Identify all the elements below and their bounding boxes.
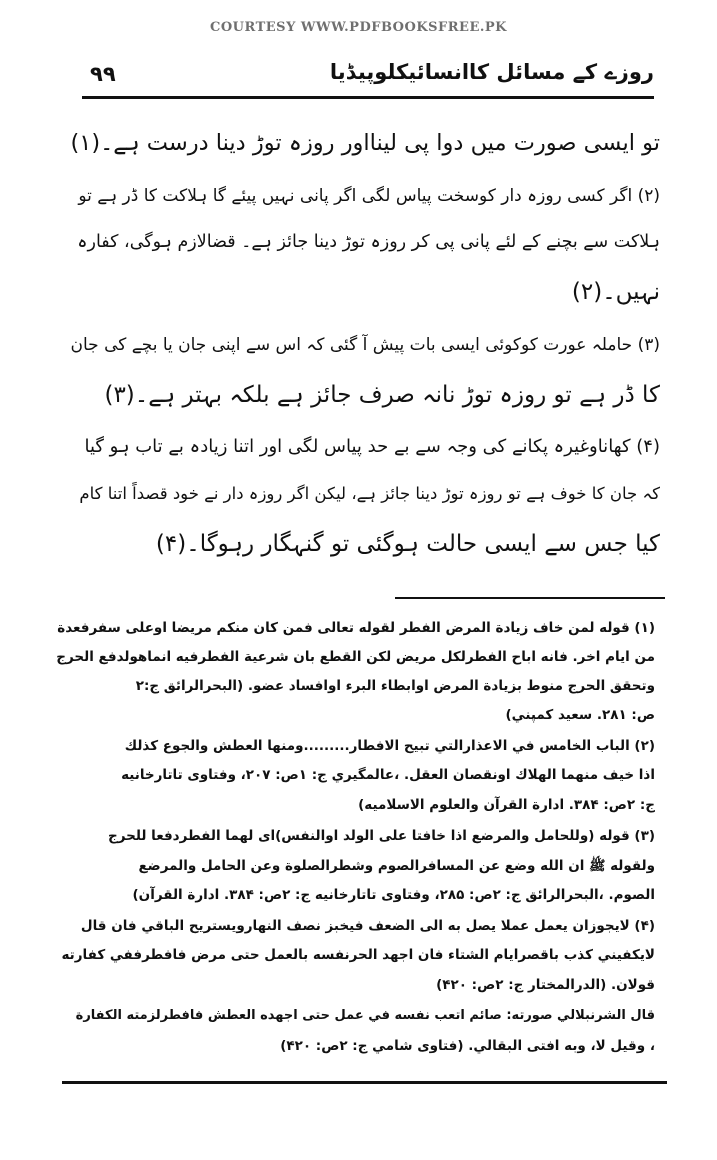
footnote-line: وتحقق الحرج منوط بزيادة المرض اوابطاء البرء اوافساد عضو. (البحرالرائق ج:۲	[135, 678, 655, 694]
body-line: نہیں۔(۲)	[571, 279, 660, 305]
footnote-line: الصوم. ،البحرالرائق ج: ۲ص: ۲۸۵، وفتاوى تاتارخانيه ج: ۲ص: ۳۸۴. ادارة القرآن)	[132, 887, 655, 903]
footnote-line: (۳) قوله (وللحامل والمرضع اذا خافتا على الولد اوالنفس)اى لهما الفطردفعا للحرج	[108, 828, 655, 844]
body-line: کہ جان کا خوف ہے تو روزہ توڑ دینا جائز ہے، لیکن اگر روزہ دار نے خود قصداً اتنا کام	[79, 484, 660, 503]
footnote-line: (۲) الباب الخامس في الاعذارالتي تبيح الافطار.........ومنها العطش والجوع كذلك	[124, 738, 655, 754]
body-line: کا ڈر ہے تو روزہ توڑ نانہ صرف جائز ہے بلکہ بہتر ہے۔(۳)	[104, 382, 660, 408]
footnote-line: قال الشرنبلالي صورته: صائم اتعب نفسه في عمل حتى اجهده العطش فافطرلزمته الكفارة	[75, 1008, 655, 1023]
body-line: (۳) حاملہ عورت کوکوئی ایسی بات پیش آ گئی کہ اس سے اپنی جان یا بچے کی جان	[70, 335, 660, 355]
footnote-line: قولان. (الدرالمختار ج: ۲ص: ۴۲۰)	[436, 977, 655, 993]
body-line: (۴) کھاناوغیرہ پکانے کی وجہ سے بے حد پیاس لگی اور اتنا زیادہ بے تاب ہو گیا	[84, 436, 660, 457]
footnote-separator	[395, 597, 665, 599]
footnote-line: (۴) لايجوزان يعمل عملا يصل به الى الضعف فيخبز نصف النهارويستريح الباقي فان قال	[80, 918, 655, 934]
footnote-line: ج: ۲ص: ۳۸۴. ادارة القرآن والعلوم الاسلاميه)	[358, 797, 655, 813]
body-line: ہلاکت سے بچنے کے لئے پانی پی کر روزہ توڑ دینا جائز ہے۔ قضالازم ہوگی، کفارہ	[77, 232, 660, 252]
footnote-line: من ايام اخر. فانه اباح الفطرلكل مريض لكن القطع بان شرعية الفطرفيه انماهولدفع الحرج	[56, 649, 655, 665]
body-line: تو ایسی صورت میں دوا پی لینااور روزہ توڑ دینا درست ہے۔(۱)	[70, 130, 660, 156]
courtesy-watermark: COURTESY WWW.PDFBOOKSFREE.PK	[210, 20, 507, 35]
footnote-line: ص: ۲۸۱. سعيد كمپني)	[505, 707, 655, 723]
page-number: ۹۹	[90, 62, 116, 86]
body-line: (۲) اگر کسی روزہ دار کوسخت پیاس لگی اگر پانی نہیں پیئے گا ہلاکت کا ڈر ہے تو	[78, 186, 660, 206]
book-title: روزے کے مسائل کاانسائیکلوپیڈیا	[329, 60, 654, 84]
page-header	[82, 62, 654, 99]
footnote-line: ولقوله ﷺ ان الله وضع عن المسافرالصوم وشطرالصلوة وعن الحامل والمرضع	[138, 858, 655, 874]
bottom-rule	[62, 1081, 667, 1084]
footnote-line: (۱) قوله لمن خاف زيادة المرض الفطر لقوله تعالى فمن كان منكم مريضا اوعلى سفرفعدة	[57, 620, 655, 636]
footnote-line: لايكفيني كذب باقصرايام الشتاء فان اجهد الحرنفسه بالعمل حتى مرض فافطرففي كفارته	[61, 947, 655, 963]
body-line: کیا جس سے ایسی حالت ہوگئی تو گنہگار رہوگا۔(۴)	[155, 531, 660, 557]
footnote-line: ، وقيل لا، وبه افتى البقالي. (فتاوى شامي ج: ۲ص: ۴۲۰)	[280, 1038, 655, 1054]
footnote-line: اذا خيف منهما الهلاك اونقصان العقل. ،عالمگيري ج: ۱ص: ۲۰۷، وفتاوى تاتارخانيه	[121, 767, 655, 783]
